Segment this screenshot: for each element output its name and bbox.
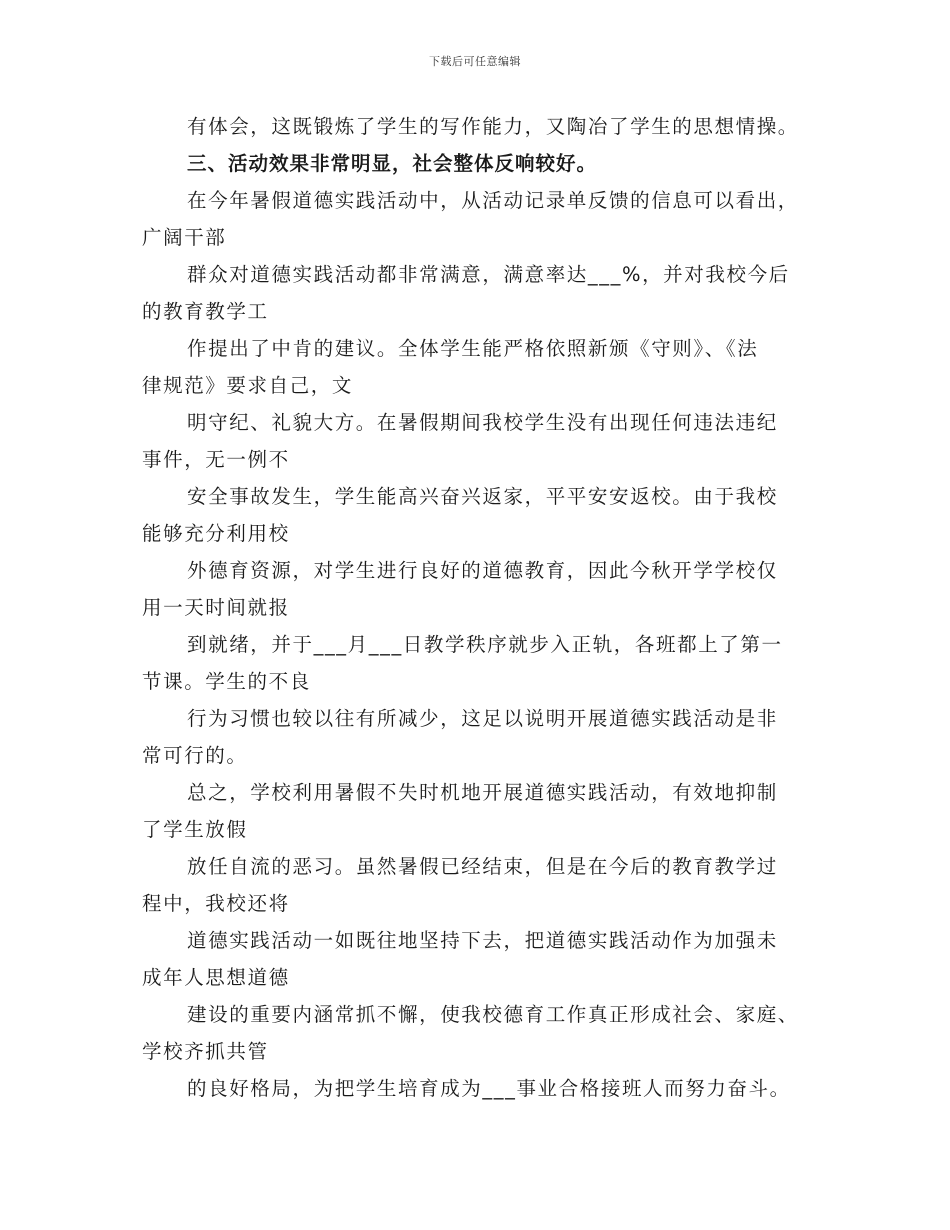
text-line: 安全事故发生，学生能高兴奋兴返家，平平安安返校。由于我校 (187, 485, 778, 508)
text-line: 外德育资源，对学生进行良好的道德教育，因此今秋开学学校仅 (187, 559, 778, 582)
text-line: 的教育教学工 (142, 300, 269, 323)
text-line: 了学生放假 (142, 818, 248, 841)
text-line: 律规范》要求自己，文 (142, 374, 354, 397)
text-line: 学校齐抓共管 (142, 1040, 269, 1063)
text-line: 节课。学生的不良 (142, 670, 311, 693)
text-line: 到就绪，并于___月___日教学秩序就步入正轨，各班都上了第一 (187, 633, 783, 656)
text-line: 总之，学校利用暑假不失时机地开展道德实践活动，有效地抑制 (187, 781, 778, 804)
text-line: 能够充分利用校 (142, 522, 290, 545)
text-line: 群众对道德实践活动都非常满意，满意率达___%，并对我校今后 (187, 263, 790, 286)
text-line: 成年人思想道德 (142, 966, 290, 989)
text-line: 用一天时间就报 (142, 596, 290, 619)
text-line: 事件，无一例不 (142, 448, 290, 471)
text-line: 在今年暑假道德实践活动中，从活动记录单反馈的信息可以看出， (187, 189, 799, 212)
text-line: 道德实践活动一如既往地坚持下去，把道德实践活动作为加强未 (187, 929, 778, 952)
text-line: 的良好格局，为把学生培育成为___事业合格接班人而努力奋斗。 (187, 1077, 791, 1100)
text-line: 明守纪、礼貌大方。在暑假期间我校学生没有出现任何违法违纪 (187, 411, 778, 434)
text-line: 放任自流的恶习。虽然暑假已经结束，但是在今后的教育教学过 (187, 855, 778, 878)
section-heading: 三、活动效果非常明显，社会整体反响较好。 (187, 152, 598, 175)
text-line: 有体会，这既锻炼了学生的写作能力，又陶冶了学生的思想情操。 (187, 115, 799, 138)
text-line: 作提出了中肯的建议。全体学生能严格依照新颁《守则》、《法 (187, 337, 759, 360)
document-body (142, 108, 822, 1107)
page-header: 下载后可任意编辑 (429, 55, 521, 68)
text-line: 常可行的。 (142, 744, 248, 767)
text-line: 广阔干部 (142, 226, 227, 249)
text-line: 程中，我校还将 (142, 892, 290, 915)
text-line: 建设的重要内涵常抓不懈，使我校德育工作真正形成社会、家庭、 (187, 1003, 799, 1026)
text-line: 行为习惯也较以往有所减少，这足以说明开展道德实践活动是非 (187, 707, 778, 730)
